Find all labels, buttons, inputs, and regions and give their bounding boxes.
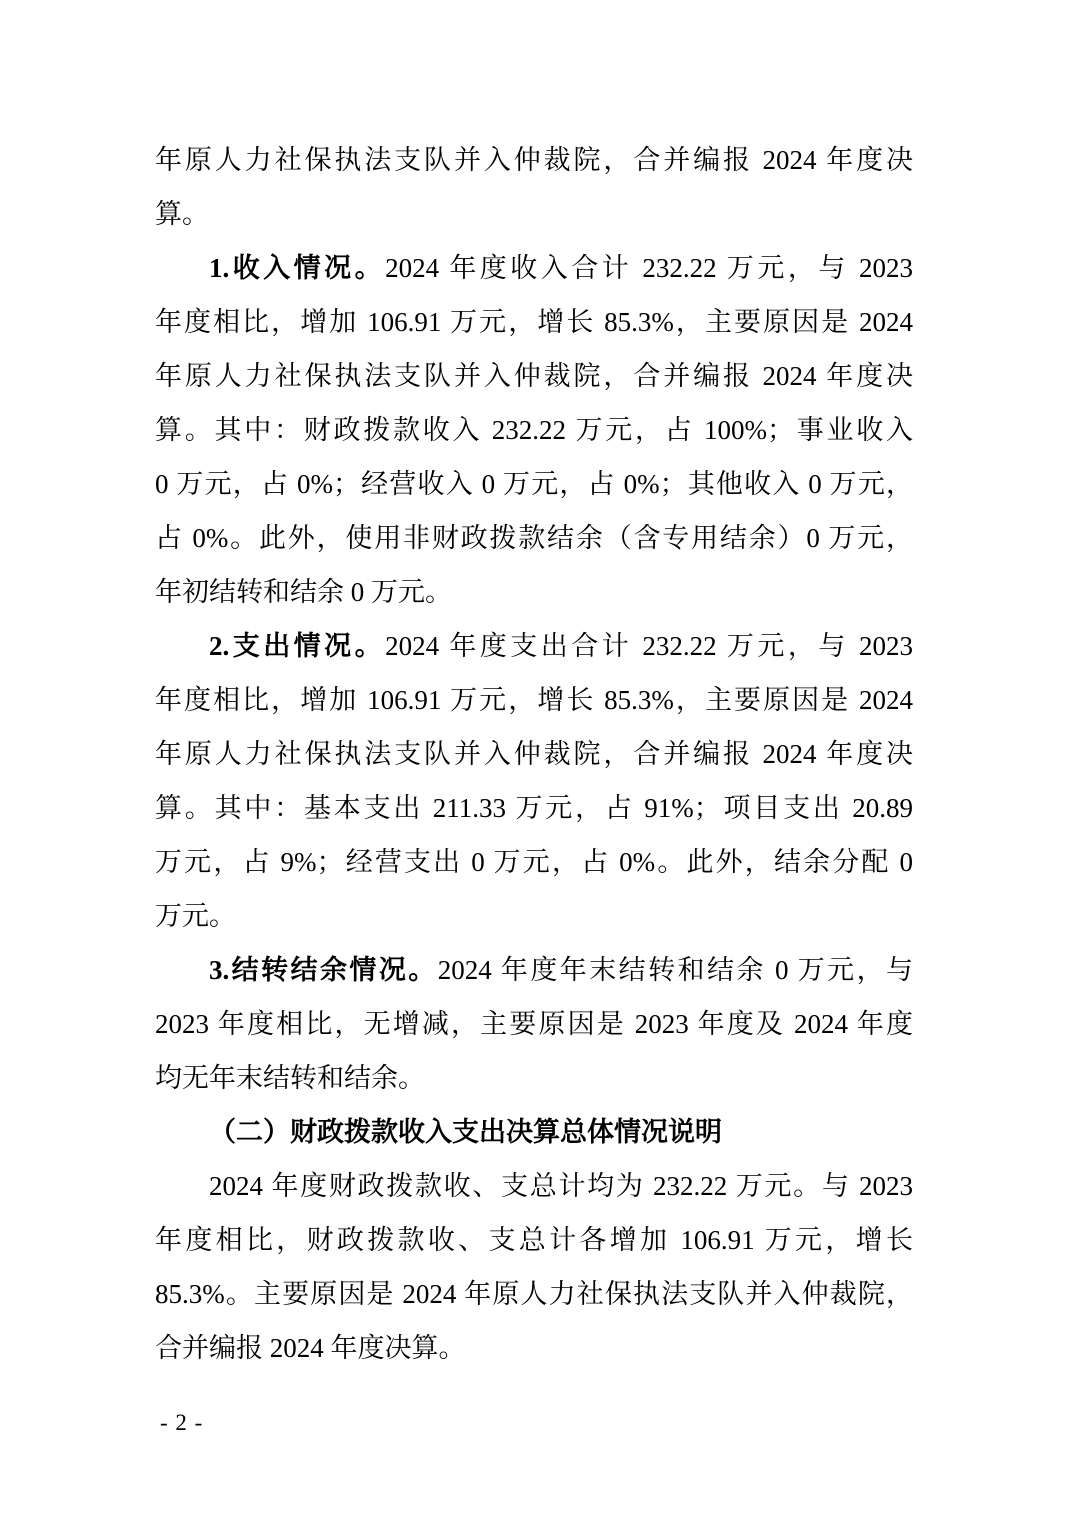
text-line — [155, 133, 913, 187]
text-run: 万元。 — [155, 901, 236, 931]
text-line — [155, 1321, 913, 1375]
text-run: 算。其中：财政拨款收入 232.22 万元，占 100%；事业收入 — [155, 415, 913, 445]
text-line — [155, 997, 913, 1051]
document-body — [155, 133, 913, 1375]
text-line — [155, 727, 913, 781]
text-line — [155, 511, 913, 565]
text-line — [155, 835, 913, 889]
text-line — [155, 619, 913, 673]
text-line — [155, 889, 913, 943]
text-run: 2024 年度年末结转和结余 0 万元，与 — [437, 955, 914, 985]
text-run: 85.3%。主要原因是 2024 年原人力社保执法支队并入仲裁院， — [155, 1279, 913, 1309]
text-line — [155, 187, 913, 241]
text-line — [155, 1267, 913, 1321]
page-number: - 2 - — [160, 1410, 204, 1435]
text-run: 占 0%。此外，使用非财政拨款结余（含专用结余）0 万元， — [155, 523, 913, 553]
text-line — [155, 403, 913, 457]
text-line — [155, 349, 913, 403]
text-run: 算。其中：基本支出 211.33 万元，占 91%；项目支出 20.89 — [155, 793, 913, 823]
text-run: 年度相比，增加 106.91 万元，增长 85.3%，主要原因是 2024 — [155, 685, 913, 715]
text-run: 0 万元，占 0%；经营收入 0 万元，占 0%；其他收入 0 万元， — [155, 469, 913, 499]
text-run: 算。 — [155, 199, 209, 229]
text-line — [155, 781, 913, 835]
text-run: 合并编报 2024 年度决算。 — [155, 1333, 466, 1363]
text-run: 2024 年度收入合计 232.22 万元，与 2023 — [385, 253, 914, 283]
text-run: 年原人力社保执法支队并入仲裁院，合并编报 2024 年度决 — [155, 361, 913, 391]
text-line — [155, 241, 913, 295]
text-line — [155, 565, 913, 619]
text-run: 年原人力社保执法支队并入仲裁院，合并编报 2024 年度决 — [155, 145, 913, 175]
bold-run: 1.收入情况。 — [209, 253, 386, 283]
text-run: 2024 年度支出合计 232.22 万元，与 2023 — [385, 631, 914, 661]
text-run: 年原人力社保执法支队并入仲裁院，合并编报 2024 年度决 — [155, 739, 913, 769]
bold-run: 2.支出情况。 — [209, 631, 386, 661]
text-run: 万元，占 9%；经营支出 0 万元，占 0%。此外，结余分配 0 — [155, 847, 913, 877]
text-run: 年初结转和结余 0 万元。 — [155, 577, 452, 607]
text-run: 2024 年度财政拨款收、支总计均为 232.22 万元。与 2023 — [209, 1171, 913, 1201]
bold-run: （二）财政拨款收入支出决算总体情况说明 — [209, 1117, 722, 1147]
text-run: 2023 年度相比，无增减，主要原因是 2023 年度及 2024 年度 — [155, 1009, 913, 1039]
text-run: 年度相比，增加 106.91 万元，增长 85.3%，主要原因是 2024 — [155, 307, 913, 337]
text-line — [155, 1213, 913, 1267]
text-line — [155, 1051, 913, 1105]
text-run: 均无年末结转和结余。 — [155, 1063, 425, 1093]
bold-run: 3.结转结余情况。 — [209, 955, 438, 985]
text-line — [155, 1159, 913, 1213]
text-line — [155, 943, 913, 997]
text-line — [155, 673, 913, 727]
text-line — [155, 457, 913, 511]
text-run: 年度相比，财政拨款收、支总计各增加 106.91 万元，增长 — [155, 1225, 913, 1255]
section-heading — [155, 1105, 913, 1159]
text-line — [155, 295, 913, 349]
